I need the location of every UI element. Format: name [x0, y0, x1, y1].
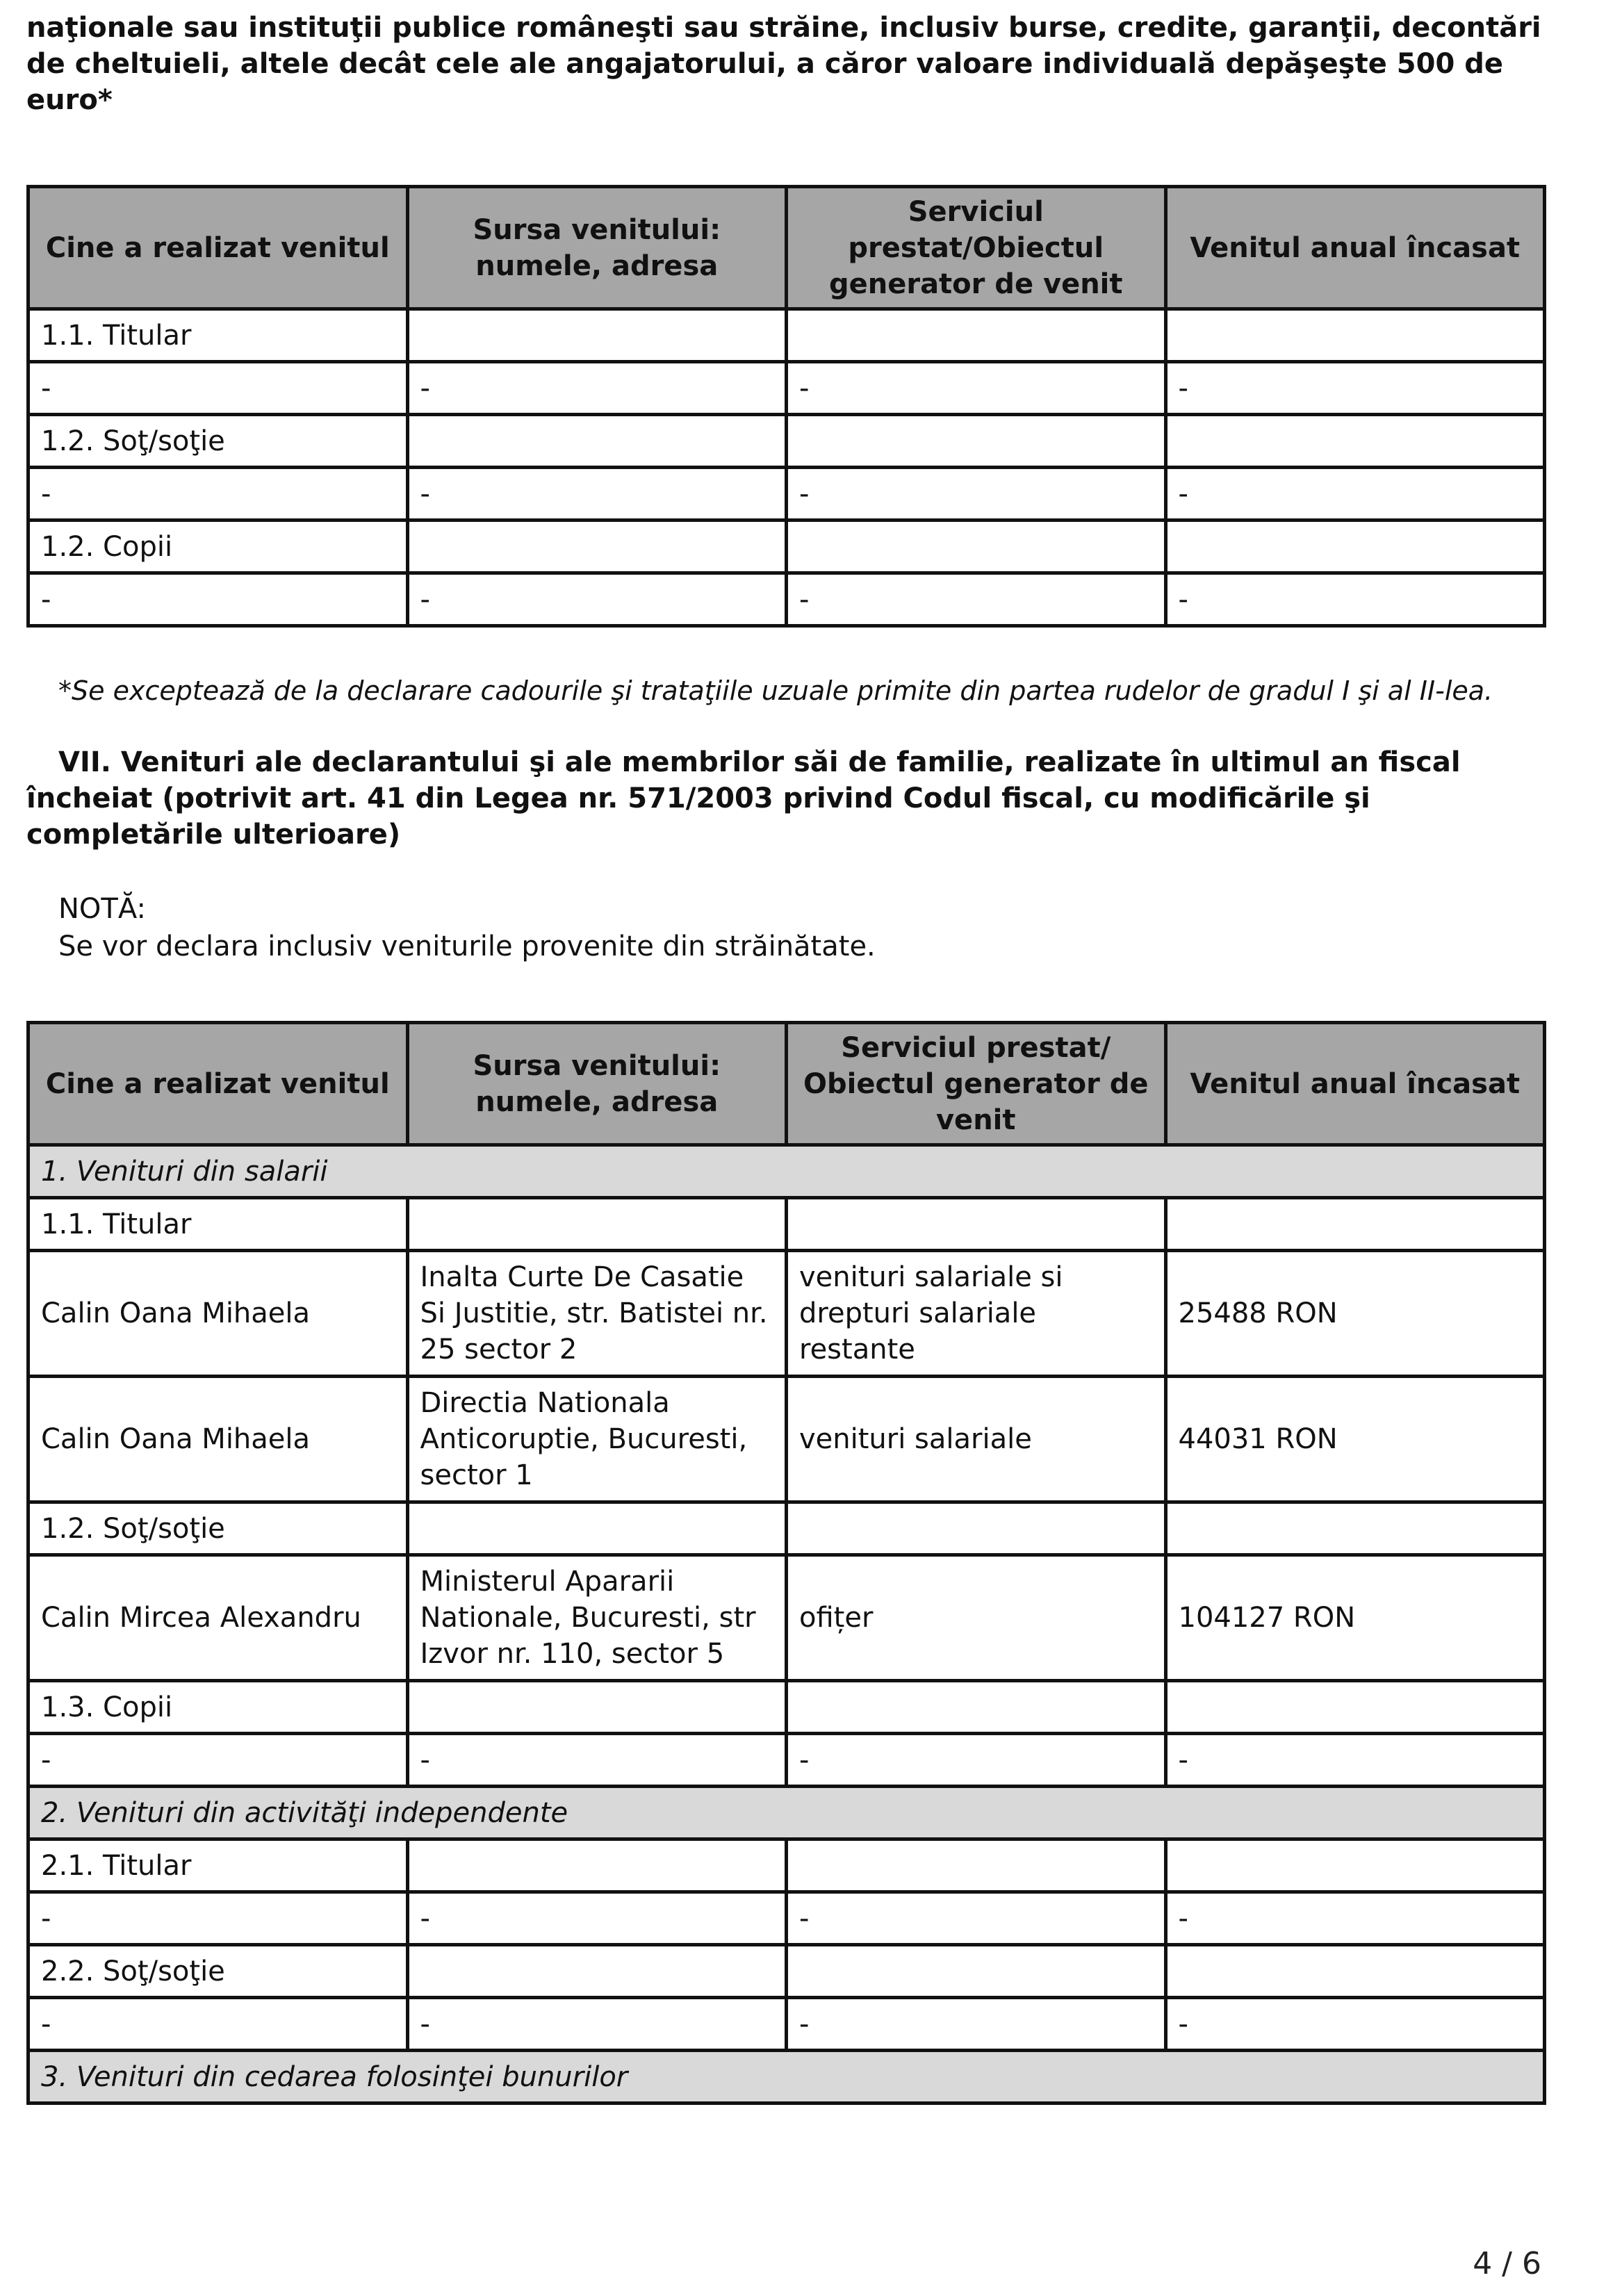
table-row [28, 1734, 1545, 1787]
table-cell [407, 1502, 787, 1555]
table-row [28, 362, 1545, 415]
note-text: Se vor declara inclusiv veniturile provenite din străinătate. [58, 930, 876, 962]
table-cell: - [28, 1734, 408, 1787]
section-title: VII. Venituri ale declarantului şi ale membrilor săi de familie, realizate în ultimul an fiscal încheiat (potrivit art. 41 din Legea nr. 571/2003 privind Codul fiscal, cu modificările şi completările ulterioare) [26, 746, 1461, 851]
table-row [28, 1839, 1545, 1892]
header-who: Cine a realizat venitul [28, 187, 408, 309]
table-cell: Calin Mircea Alexandru [28, 1555, 408, 1681]
table-cell: 25488 RON [1165, 1251, 1545, 1377]
annual-income-table [26, 1021, 1546, 2105]
table-cell [407, 309, 787, 362]
table-row [28, 1998, 1545, 2051]
section-row [28, 1145, 1545, 1198]
table-cell [787, 1945, 1166, 1998]
table-cell [1165, 1945, 1545, 1998]
table-cell: venituri salariale [787, 1377, 1166, 1502]
header-source: Sursa venitului: numele, adresa [407, 187, 787, 309]
table-cell: ofițer [787, 1555, 1166, 1681]
gifts-income-table [26, 185, 1546, 628]
table-cell: - [28, 362, 408, 415]
header-who: Cine a realizat venitul [28, 1023, 408, 1145]
table-row [28, 1555, 1545, 1681]
table-cell: - [787, 1892, 1166, 1945]
table-cell: 104127 RON [1165, 1555, 1545, 1681]
table-cell [1165, 415, 1545, 468]
table-cell: 1.2. Soţ/soţie [28, 1502, 408, 1555]
table-cell [1165, 1502, 1545, 1555]
table-cell: Ministerul Apararii Nationale, Bucuresti, str Izvor nr. 110, sector 5 [407, 1555, 787, 1681]
table-cell: Calin Oana Mihaela [28, 1377, 408, 1502]
table-cell: - [1165, 1998, 1545, 2051]
page-number: 4 / 6 [1473, 2246, 1541, 2281]
section-row [28, 1787, 1545, 1839]
table-cell: - [28, 1998, 408, 2051]
table-cell: - [407, 362, 787, 415]
table-row [28, 573, 1545, 626]
header-source: Sursa venitului: numele, adresa [407, 1023, 787, 1145]
table-cell [1165, 1839, 1545, 1892]
table-cell: - [28, 1892, 408, 1945]
note-label: NOTĂ: [58, 893, 146, 925]
header-income: Venitul anual încasat [1165, 187, 1545, 309]
table-cell [1165, 520, 1545, 573]
table-cell: - [1165, 468, 1545, 520]
table-cell: - [787, 573, 1166, 626]
table-cell [407, 1945, 787, 1998]
table-cell [407, 520, 787, 573]
table-cell: - [1165, 573, 1545, 626]
footnote: *Se exceptează de la declarare cadourile şi trataţiile uzuale primite din partea rudelor de gradul I şi al II-lea. [58, 675, 1493, 706]
table-cell: - [407, 1998, 787, 2051]
table-cell: 44031 RON [1165, 1377, 1545, 1502]
table-row [28, 468, 1545, 520]
table-cell: 1.2. Soţ/soţie [28, 415, 408, 468]
table-cell: - [407, 1892, 787, 1945]
header-service: Serviciul prestat/ Obiectul generator de venit [787, 1023, 1166, 1145]
table-cell [787, 520, 1166, 573]
table-cell [407, 415, 787, 468]
section-row [28, 2051, 1545, 2104]
table-cell [787, 1839, 1166, 1892]
table-row [28, 309, 1545, 362]
table-row [28, 1377, 1545, 1502]
header-income: Venitul anual încasat [1165, 1023, 1545, 1145]
table-cell: - [1165, 362, 1545, 415]
table-cell [787, 1502, 1166, 1555]
table-cell [1165, 309, 1545, 362]
table-cell [407, 1198, 787, 1251]
table-cell: - [28, 468, 408, 520]
table-cell: - [787, 1998, 1166, 2051]
table-cell [787, 309, 1166, 362]
table-cell [407, 1839, 787, 1892]
table-cell: - [1165, 1892, 1545, 1945]
table-header-row [28, 187, 1545, 309]
table-row [28, 520, 1545, 573]
table-cell: Inalta Curte De Casatie Si Justitie, str. Batistei nr. 25 sector 2 [407, 1251, 787, 1377]
table-cell: 2.2. Soţ/soţie [28, 1945, 408, 1998]
table-row [28, 1502, 1545, 1555]
table-header-row [28, 1023, 1545, 1145]
section-label: 3. Venituri din cedarea folosinţei bunurilor [28, 2051, 1545, 2104]
table-cell [787, 1681, 1166, 1734]
table-cell: 2.1. Titular [28, 1839, 408, 1892]
table-row [28, 1892, 1545, 1945]
note-block [58, 890, 1541, 965]
table-cell: - [787, 362, 1166, 415]
table-cell [787, 1198, 1166, 1251]
table-cell: - [28, 573, 408, 626]
table-cell: 1.2. Copii [28, 520, 408, 573]
table-cell: - [407, 573, 787, 626]
table-cell [407, 1681, 787, 1734]
table-cell: venituri salariale si drepturi salariale restante [787, 1251, 1166, 1377]
table-cell: Directia Nationala Anticoruptie, Bucuresti, sector 1 [407, 1377, 787, 1502]
table-row [28, 1945, 1545, 1998]
table-row [28, 415, 1545, 468]
document-page [26, 0, 1541, 2105]
table-cell: - [407, 1734, 787, 1787]
table-cell: 1.3. Copii [28, 1681, 408, 1734]
header-service: Serviciul prestat/Obiectul generator de venit [787, 187, 1166, 309]
table-cell: 1.1. Titular [28, 1198, 408, 1251]
table-cell: - [407, 468, 787, 520]
table-cell [787, 415, 1166, 468]
table-cell: - [1165, 1734, 1545, 1787]
table-cell: 1.1. Titular [28, 309, 408, 362]
table-row [28, 1198, 1545, 1251]
intro-paragraph: naţionale sau instituţii publice româneşti sau străine, inclusiv burse, credite, garanţii, decontări de cheltuieli, altele decât cele ale angajatorului, a căror valoare individuală depăşeşte 500 de euro* [26, 12, 1541, 116]
section-label: 1. Venituri din salarii [28, 1145, 1545, 1198]
table-cell [1165, 1681, 1545, 1734]
table-cell: Calin Oana Mihaela [28, 1251, 408, 1377]
table-cell: - [787, 1734, 1166, 1787]
table-cell [1165, 1198, 1545, 1251]
table-row [28, 1251, 1545, 1377]
section-label: 2. Venituri din activităţi independente [28, 1787, 1545, 1839]
table-cell: - [787, 468, 1166, 520]
table-row [28, 1681, 1545, 1734]
